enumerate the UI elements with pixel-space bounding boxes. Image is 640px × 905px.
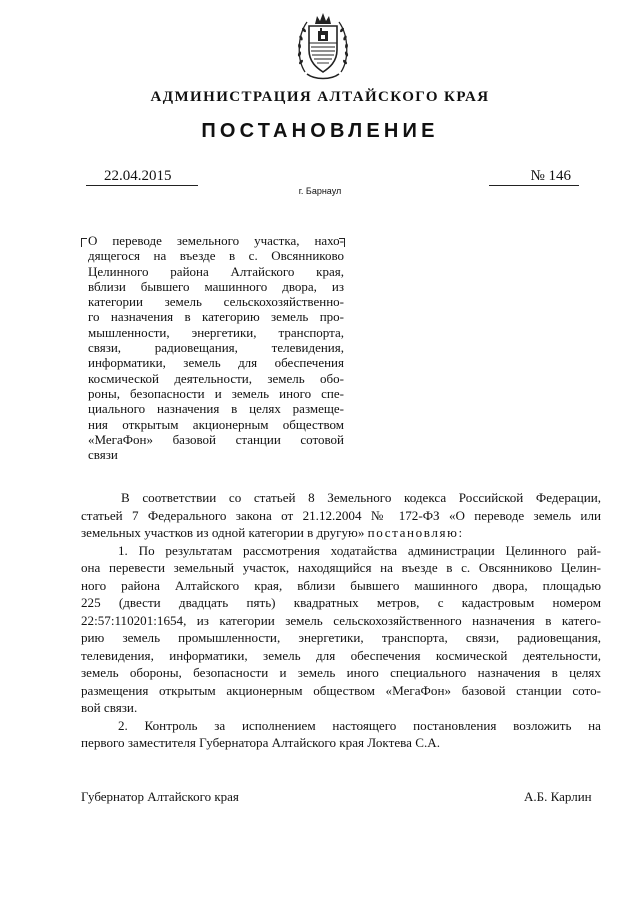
body-line: она перевести земельный участок, находящийся на въезде в с. Овсянниково Целин- (81, 560, 601, 575)
body-line: первого заместителя Губернатора Алтайского края Локтева С.А. (81, 735, 440, 750)
subject-corner-left (81, 238, 87, 247)
subject-line: роны, безопасности и земель иного спе- (88, 385, 344, 401)
subject-line: мышленности, энергетики, транспорта, (88, 324, 344, 340)
subject-line: дящегося на въезде в с. Овсянниково (88, 248, 344, 264)
subject-block (88, 233, 344, 462)
subject-line: «МегаФон» базовой станции сотовой (88, 431, 344, 447)
item-1-paragraph (81, 542, 601, 717)
document-type-title: ПОСТАНОВЛЕНИЕ (201, 120, 439, 142)
preamble-text: земельных участков из одной категории в другую» (81, 525, 368, 540)
body-line: 22:57:110201:1654, из категории земель сельскохозяйственного назначения в катего- (81, 612, 601, 628)
body-line: статьей 7 Федерального закона от 21.12.2004 № 172-ФЗ «О переводе земель или (81, 507, 601, 523)
subject-line: ния открытым акционерным обществом (88, 416, 344, 432)
subject-line: Целинного района Алтайского края, (88, 263, 344, 279)
body-line (81, 524, 601, 542)
body-line: 225 (двести двадцать пять) квадратных метров, с кадастровым номером (81, 595, 601, 610)
subject-line: информатики, земель для обеспечения (88, 355, 344, 371)
subject-line: вблизи бывшего машинного двора, из (88, 278, 344, 294)
subject-line: циального назначения в целях размеще- (88, 401, 344, 417)
body-line: рию земель промышленности, энергетики, транспорта, связи, радиовещания, (81, 630, 601, 645)
body-line: телевидения, информатики, земель для обеспечения космической деятельности, (81, 647, 601, 663)
document-city: г. Барнаул (298, 186, 342, 196)
signatory-title: Губернатор Алтайского края (81, 789, 239, 804)
body-line: 2. Контроль за исполнением настоящего постановления возложить на (118, 717, 601, 733)
subject-line: го назначения в категорию земель про- (88, 309, 344, 325)
body-line: 1. По результатам рассмотрения ходатайства администрации Целинного рай- (118, 542, 601, 558)
body-line: размещения открытым акционерным обществом «МегаФон» базовой станции сото- (81, 682, 601, 698)
resolve-word: постановляю: (367, 525, 464, 540)
coat-of-arms-icon (295, 10, 351, 82)
document-number: № 146 (489, 167, 579, 186)
item-2-paragraph (81, 717, 601, 752)
subject-line: связи, радиовещания, телевидения, (88, 340, 344, 356)
organization-title: АДМИНИСТРАЦИЯ АЛТАЙСКОГО КРАЯ (150, 89, 490, 105)
subject-line: космической деятельности, земель обо- (88, 370, 344, 386)
signatory-name: А.Б. Карлин (524, 789, 592, 804)
body-line: В соответствии со статьей 8 Земельного кодекса Российской Федерации, (121, 490, 601, 505)
body-line: земель обороны, безопасности и земель иного специального назначения в целях (81, 665, 601, 680)
subject-line: связи (88, 447, 118, 463)
subject-line: категории земель сельскохозяйственно- (88, 294, 344, 310)
document-body (81, 489, 601, 752)
document-date: 22.04.2015 (86, 167, 198, 186)
subject-line: О переводе земельного участка, нахо- (88, 233, 344, 248)
body-line: ного района Алтайского края, вблизи бывшего машинного двора, площадью (81, 577, 601, 593)
preamble-paragraph (81, 489, 601, 542)
body-line: вой связи. (81, 700, 138, 715)
